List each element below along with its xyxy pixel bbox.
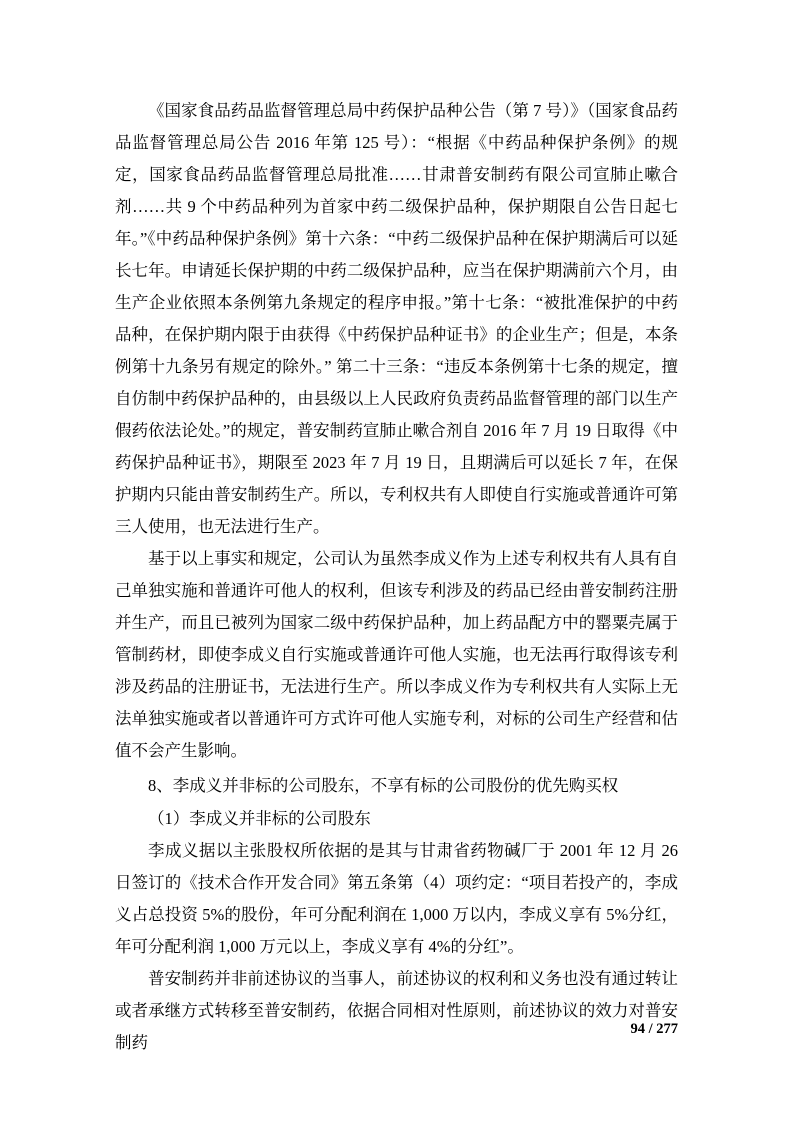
subsection-heading-1: （1）李成义并非标的公司股东 [148, 809, 371, 828]
paragraph-drug-protection-regulations: 《国家食品药品监督管理总局中药保护品种公告（第 7 号）》（国家食品药品监督管理总局公告 2016 年第 125 号）：“根据《中药品种保护条例》的规定，国家食品药品监督管理总局批准……甘肃普安制药有限公司宣肺止嗽合剂……共 9 个中药品种列为首家中药二级保护品种，保护期限自公告日起七年。”《中药品种保护条例》第十六条：“中药二级保护品种在保护期满后可以延长七年。申请延长保护期的中药二级保护品种，应当在保护期满前六个月，由生产企业依照本条例第九条规定的程序申报。”第十七条：“被批准保护的中药品种，在保护期内限于由获得《中药保护品种证书》的企业生产；但是，本条例第十九条另有规定的除外。” 第二十三条：“违反本条例第十七条的规定，擅自仿制中药保护品种的，由县级以上人民政府负责药品监督管理的部门以生产假药依法论处。”的规定，普安制药宣肺止嗽合剂自 2016 年 7 月 19 日取得《中药保护品种证书》，期限至 2023 年 7 月 19 日，且期满后可以延长 7 年，在保护期内只能由普安制药生产。所以，专利权共有人即使自行实施或普通许可第三人使用，也无法进行生产。 [115, 101, 678, 536]
document-body [115, 95, 678, 1059]
paragraph-puan-not-party: 普安制药并非前述协议的当事人，前述协议的权利和义务也没有通过转让或者承继方式转移至普安制药，依据合同相对性原则，前述协议的效力对普安制药 [115, 969, 678, 1052]
paragraph-lichengyi-equity-claim: 李成义据以主张股权所依据的是其与甘肃省药物碱厂于 2001 年 12 月 26 日签订的《技术合作开发合同》第五条第（4）项约定：“项目若投产的，李成义占总投资 5%的股份，年可分配利润在 1,000 万以内，李成义享有 5%分红，年可分配利润 1,000 万元以上，李成义享有 4%的分红”。 [115, 841, 678, 956]
page-number: 94 / 277 [630, 1021, 678, 1037]
section-heading-8: 8、李成义并非标的公司股东，不享有标的公司股份的优先购买权 [148, 776, 619, 795]
page-footer [115, 1020, 678, 1038]
paragraph-company-opinion: 基于以上事实和规定，公司认为虽然李成义作为上述专利权共有人具有自己单独实施和普通许可他人的权利，但该专利涉及的药品已经由普安制药注册并生产，而且已被列为国家二级中药保护品种，加上药品配方中的罂粟壳属于管制药材，即使李成义自行实施或普通许可他人实施，也无法再行取得该专利涉及药品的注册证书，无法进行生产。所以李成义作为专利权共有人实际上无法单独实施或者以普通许可方式许可他人实施专利，对标的公司生产经营和估值不会产生影响。 [115, 549, 678, 760]
